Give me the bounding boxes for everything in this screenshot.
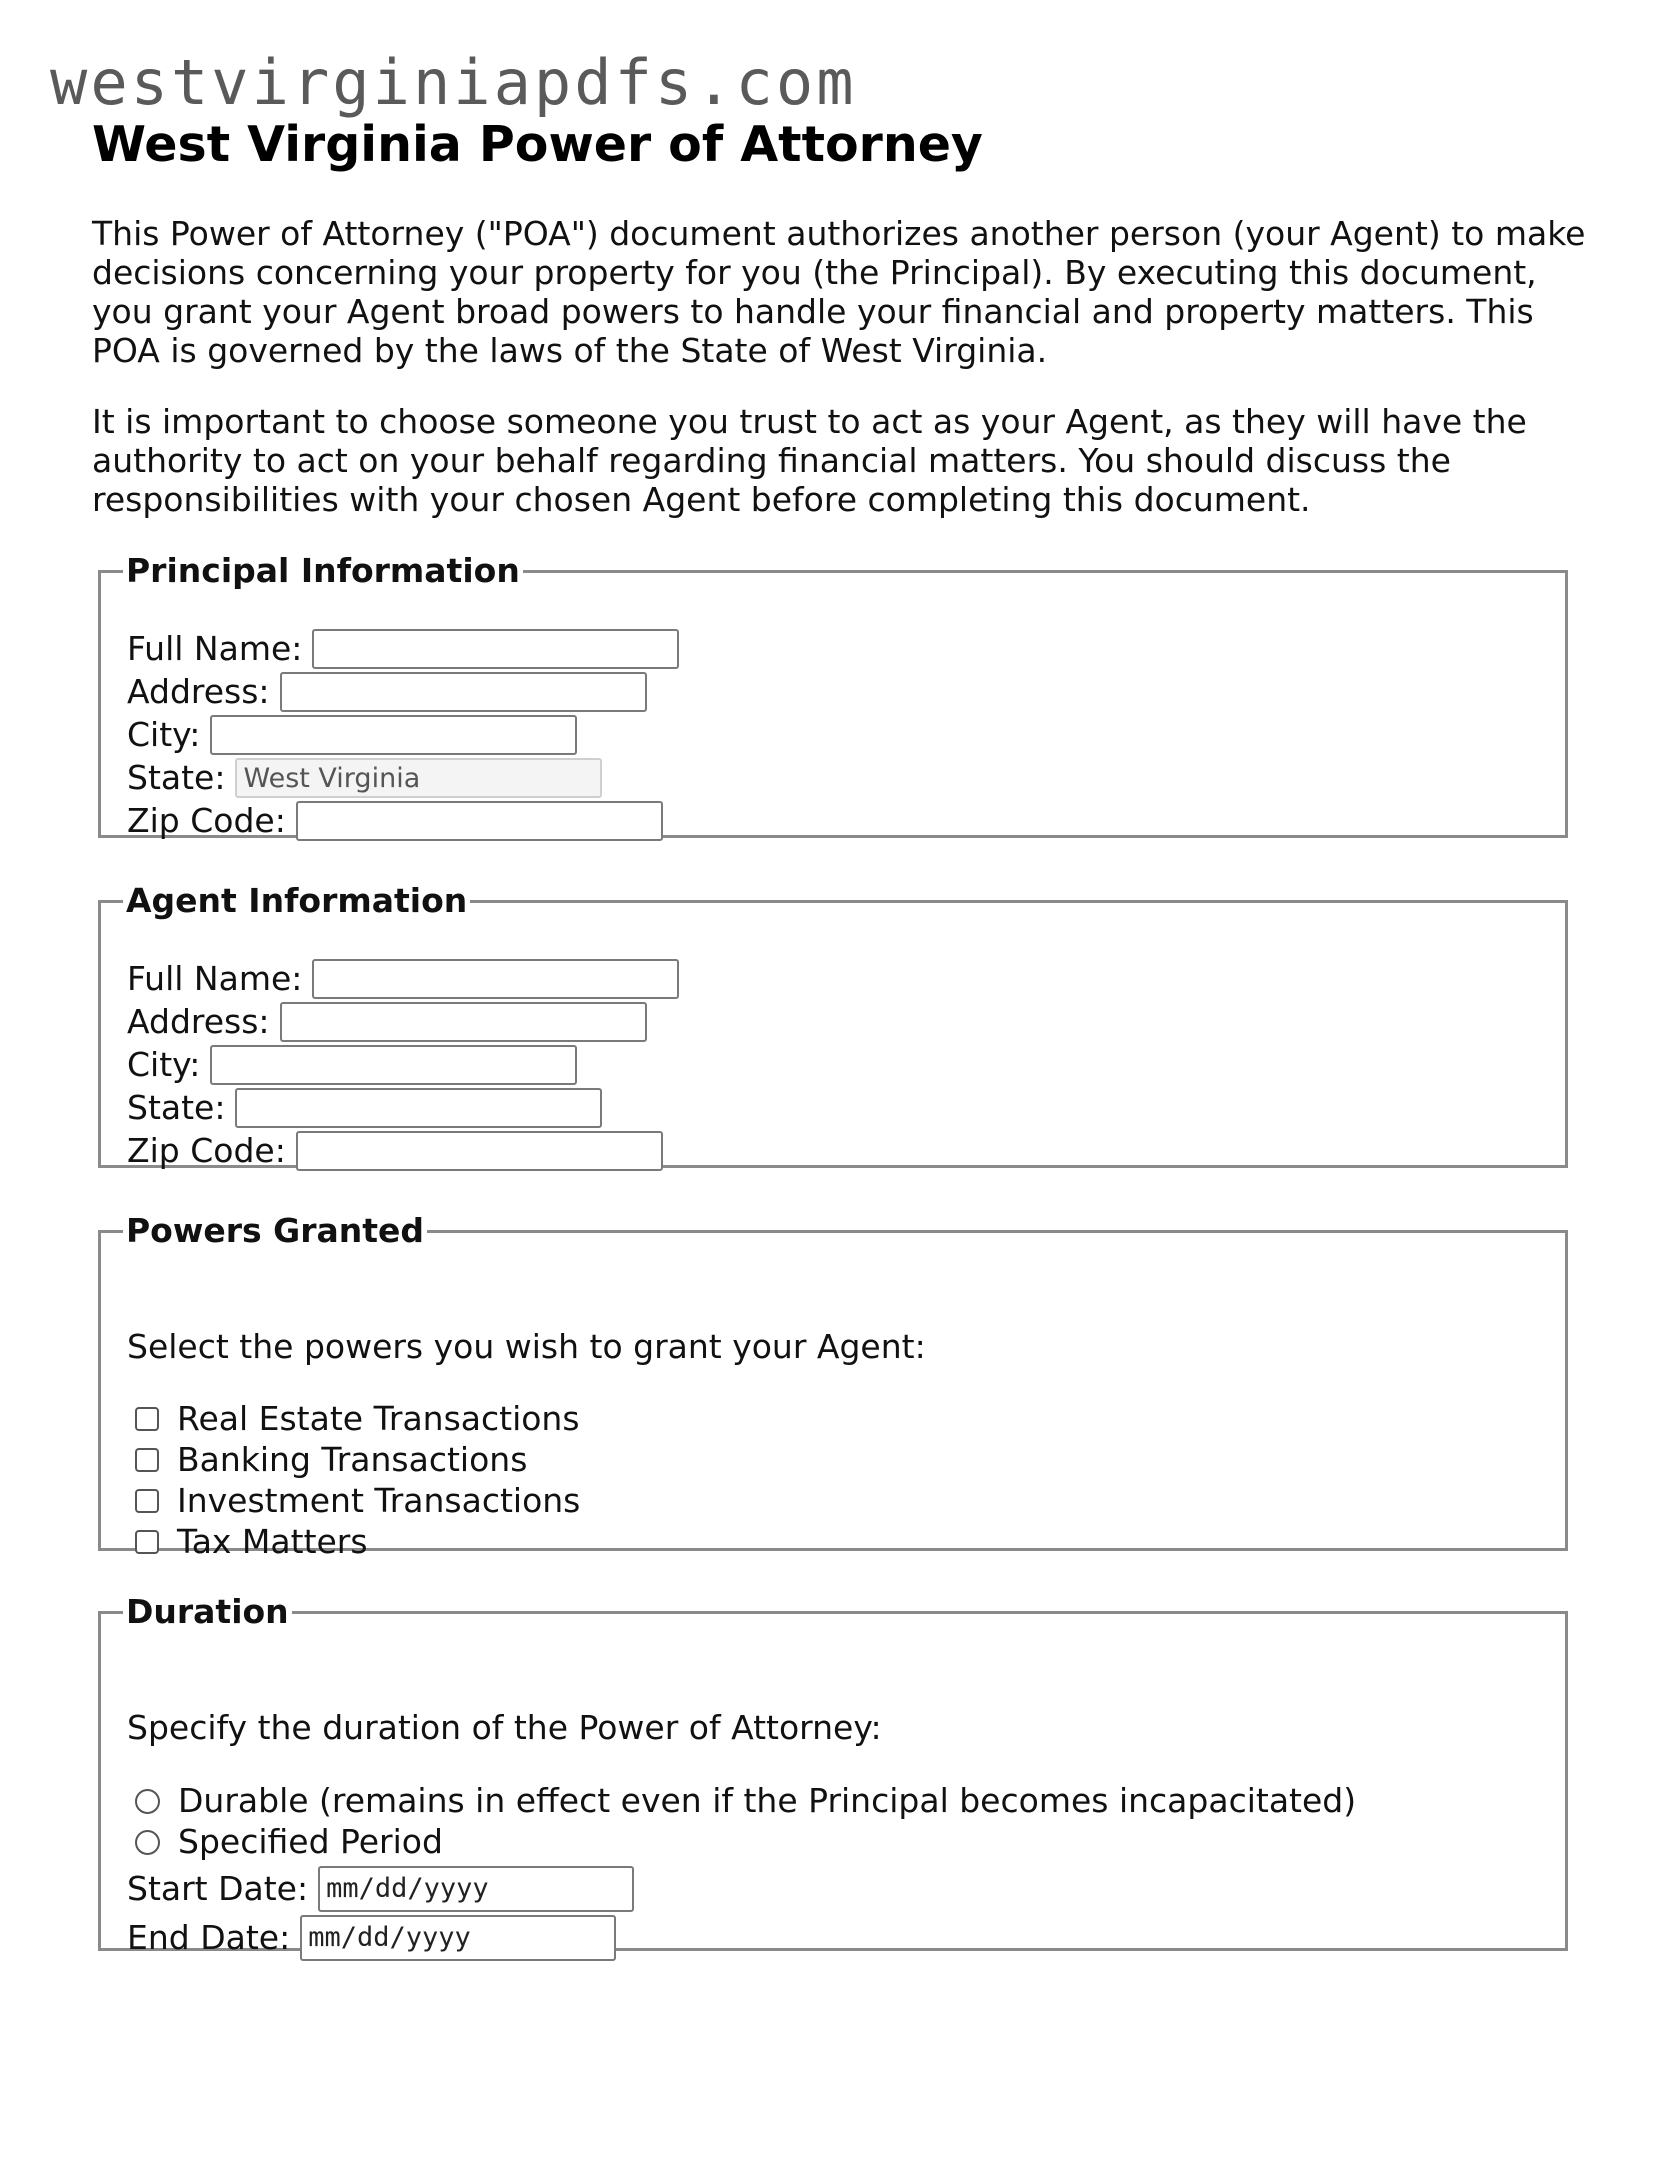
agent-full-name-label: Full Name: [127, 959, 303, 999]
agent-city-label: City: [127, 1045, 201, 1085]
intro-paragraph-1: This Power of Attorney ("POA") document authorizes another person (your Agent) to make decisions concerning your property for you (the Principal). By executing this document, you grant your Agent broad powers to handle your financial and property matters. This POA is governed by the laws of the State of West Virginia. [92, 214, 1586, 370]
duration-description: Specify the duration of the Power of Attorney: [127, 1708, 882, 1748]
duration-option-specified-period[interactable] [135, 1822, 443, 1862]
agent-state-input[interactable] [235, 1088, 602, 1128]
agent-full-name-row [127, 959, 679, 999]
powers-granted-section [98, 1211, 1568, 1562]
principal-full-name-row [127, 629, 679, 669]
end-date-label: End Date: [127, 1918, 291, 1958]
start-date-label: Start Date: [127, 1869, 309, 1909]
page-title: West Virginia Power of Attorney [92, 116, 983, 173]
principal-zip-input[interactable] [296, 801, 663, 841]
principal-state-input [235, 758, 602, 798]
checkbox-tax[interactable] [135, 1530, 159, 1554]
agent-address-label: Address: [127, 1002, 270, 1042]
power-option-investment[interactable] [135, 1481, 580, 1521]
start-date-row [127, 1866, 634, 1912]
power-option-banking[interactable] [135, 1440, 527, 1480]
agent-state-row [127, 1088, 602, 1128]
principal-full-name-label: Full Name: [127, 629, 303, 669]
duration-option-label: Specified Period [178, 1822, 443, 1862]
principal-address-label: Address: [127, 672, 270, 712]
end-date-input[interactable]: mm/dd/yyyy [300, 1915, 616, 1961]
duration-section [98, 1592, 1568, 1958]
checkbox-banking[interactable] [135, 1448, 159, 1472]
powers-granted-legend: Powers Granted [126, 1211, 425, 1250]
power-option-label: Investment Transactions [177, 1481, 581, 1521]
checkbox-investment[interactable] [135, 1489, 159, 1513]
principal-state-row [127, 758, 602, 798]
start-date-input[interactable]: mm/dd/yyyy [318, 1866, 634, 1912]
checkbox-real-estate[interactable] [135, 1407, 159, 1431]
principal-state-label: State: [127, 758, 226, 798]
agent-state-label: State: [127, 1088, 226, 1128]
power-option-label: Tax Matters [177, 1522, 368, 1562]
principal-address-row [127, 672, 647, 712]
agent-zip-label: Zip Code: [127, 1131, 286, 1171]
agent-city-row [127, 1045, 577, 1085]
principal-full-name-input[interactable] [312, 629, 679, 669]
agent-full-name-input[interactable] [312, 959, 679, 999]
end-date-row [127, 1915, 616, 1961]
duration-option-label: Durable (remains in effect even if the Principal becomes incapacitated) [178, 1781, 1357, 1821]
power-option-real-estate[interactable] [135, 1399, 580, 1439]
principal-information-section [98, 551, 1568, 841]
principal-city-input[interactable] [210, 715, 577, 755]
principal-information-legend: Principal Information [126, 551, 520, 590]
radio-specified-period[interactable] [135, 1830, 160, 1855]
principal-city-label: City: [127, 715, 201, 755]
agent-address-row [127, 1002, 647, 1042]
duration-option-durable[interactable] [135, 1781, 1356, 1821]
power-option-tax[interactable] [135, 1522, 368, 1562]
agent-zip-input[interactable] [296, 1131, 663, 1171]
principal-zip-label: Zip Code: [127, 801, 286, 841]
powers-description: Select the powers you wish to grant your Agent: [127, 1327, 926, 1367]
intro-paragraph-2: It is important to choose someone you trust to act as your Agent, as they will have the authority to act on your behalf regarding financial matters. You should discuss the responsibilities with your chosen Agent before completing this document. [92, 402, 1527, 519]
agent-zip-row [127, 1131, 663, 1171]
site-watermark: westvirginiapdfs.com [50, 46, 857, 119]
agent-information-section [98, 881, 1568, 1171]
duration-legend: Duration [126, 1592, 289, 1631]
power-option-label: Banking Transactions [177, 1440, 528, 1480]
power-option-label: Real Estate Transactions [177, 1399, 580, 1439]
principal-address-input[interactable] [280, 672, 647, 712]
agent-address-input[interactable] [280, 1002, 647, 1042]
agent-city-input[interactable] [210, 1045, 577, 1085]
principal-zip-row [127, 801, 663, 841]
agent-information-legend: Agent Information [126, 881, 468, 920]
radio-durable[interactable] [135, 1789, 160, 1814]
principal-city-row [127, 715, 577, 755]
